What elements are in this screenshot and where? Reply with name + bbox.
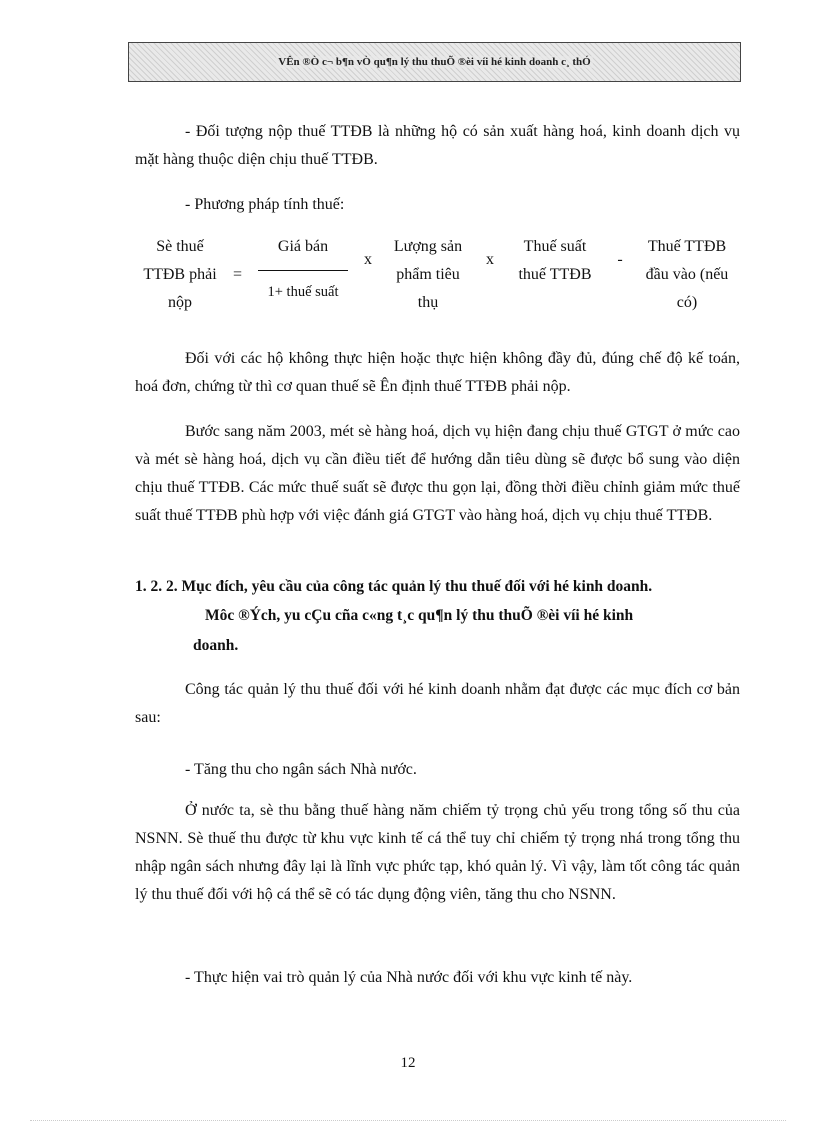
- formula-numerator: Giá bán: [277, 238, 329, 255]
- section-heading-legacy: [135, 601, 740, 661]
- formula-quantity-line1: Lượng sản: [393, 238, 463, 255]
- paragraph-taxpayer: - Đối tượng nộp thuế TTĐB là những hộ có sản xuất hàng hoá, kinh doanh dịch vụ mặt hàng thuộc diện chịu thuế TTĐB.: [135, 123, 740, 168]
- formula-quantity-line2: phẩm tiêu: [396, 266, 460, 283]
- formula-quantity-line3: thụ: [417, 294, 439, 311]
- formula-rate-line2: thuế TTĐB: [518, 266, 592, 283]
- formula-minus: -: [617, 251, 623, 268]
- running-header: [128, 42, 741, 82]
- formula-times-1: x: [364, 251, 372, 268]
- formula-fraction-bar: [258, 270, 348, 271]
- formula-denominator: 1+ thuế suất: [267, 284, 339, 300]
- formula-rate: [500, 233, 610, 289]
- paragraph-assessment: Đối với các hộ không thực hiện hoặc thực hiện không đầy đủ, đúng chế độ kế toán, hoá đơn, chứng từ thì cơ quan thuế sẽ Ên định thuế TTĐB phải nộp.: [135, 350, 740, 395]
- formula-input-line2: đầu vào (nếu: [645, 266, 729, 283]
- formula-quantity: [378, 233, 478, 317]
- formula-equals: =: [232, 266, 243, 283]
- running-header-text: VÊn ®Ò c¬ b¶n vÒ qu¶n lý thu thuÕ ®èi víi hé kinh doanh c¸ thÓ: [278, 56, 591, 68]
- section-heading-legacy-line1: Môc ®Ých, yu cÇu cña c«ng t¸c qu¶n lý thu thuÕ ®èi víi hé kinh: [205, 607, 634, 624]
- formula-input-tax: [628, 233, 746, 317]
- formula-rate-line1: Thuế suất: [523, 238, 587, 255]
- formula-times-2: x: [486, 251, 494, 268]
- formula-lhs: [135, 233, 225, 317]
- formula-input-line3: có): [676, 294, 698, 311]
- formula-lhs-line3: nộp: [168, 294, 192, 311]
- section-heading: 1. 2. 2. Mục đích, yêu cầu của công tác quản lý thu thuế đối với hé kinh doanh.: [135, 578, 653, 595]
- formula-lhs-line2: TTĐB phải: [143, 266, 217, 283]
- section-heading-legacy-line2: doanh.: [193, 637, 239, 654]
- paragraph-method: - Phương pháp tính thuế:: [185, 196, 345, 213]
- formula-lhs-line1: Sè thuế: [156, 238, 204, 255]
- paragraph-state-role: - Thực hiện vai trò quản lý của Nhà nước đối với khu vực kinh tế này.: [185, 969, 633, 986]
- formula-input-line1: Thuế TTĐB: [647, 238, 727, 255]
- footer-dotted-rule: [30, 1120, 786, 1121]
- paragraph-revenue: - Tăng thu cho ngân sách Nhà nước.: [185, 761, 417, 778]
- paragraph-objectives: Công tác quản lý thu thuế đối với hé kinh doanh nhằm đạt được các mục đích cơ bản sau:: [135, 681, 740, 726]
- paragraph-2003: Bước sang năm 2003, mét sè hàng hoá, dịch vụ hiện đang chịu thuế GTGT ở mức cao và mét sè hàng hoá, dịch vụ cần điều tiết để hướng dẫn tiêu dùng sẽ được bổ sung vào diện chịu thuế TTĐB. Các mức thuế suất sẽ được thu gọn lại, đồng thời điều chỉnh giảm mức thuế suất thuế TTĐB phù hợp với việc đánh giá GTGT vào hàng hoá, dịch vụ chịu thuế TTĐB.: [135, 423, 740, 524]
- paragraph-budget: Ở nước ta, sè thu bằng thuế hàng năm chiếm tỷ trọng chủ yếu trong tổng số thu của NSNN. Sè thuế thu được từ khu vực kinh tế cá thể tuy chỉ chiếm tỷ trọng nhá trong tổng thu nhập ngân sách nhưng đây lại là lĩnh vực phức tạp, khó quản lý. Vì vậy, làm tốt công tác quản lý thu thuế đối với hộ cá thể sẽ có tác dụng động viên, tăng thu cho NSNN.: [135, 802, 740, 903]
- page-number: 12: [400, 1055, 416, 1071]
